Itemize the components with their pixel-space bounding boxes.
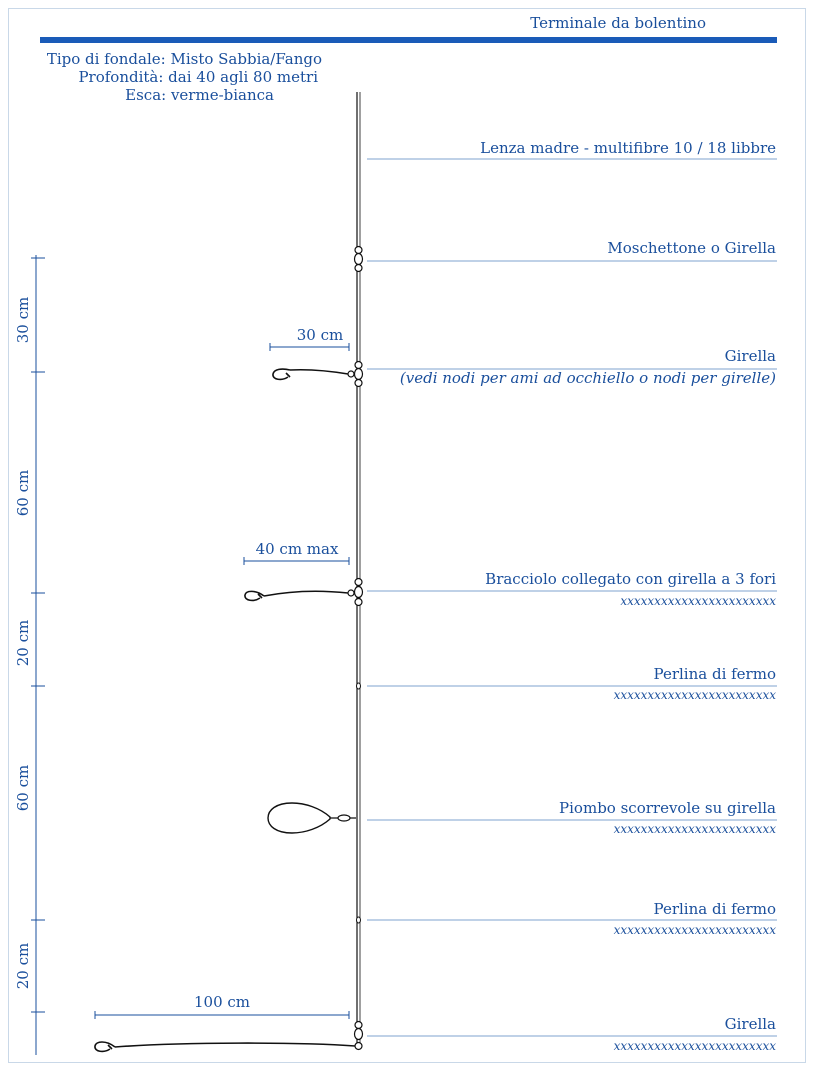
spacing-seg-4: 60 cm bbox=[14, 764, 32, 812]
depth-info: Profondità: dai 40 agli 80 metri bbox=[78, 68, 318, 86]
diagram-title: Terminale da bolentino bbox=[530, 14, 706, 32]
branch-3way-label: Bracciolo collegato con girella a 3 fori bbox=[485, 570, 776, 588]
swivel-top-note: (vedi nodi per ami ad occhiello o nodi per girelle) bbox=[399, 369, 776, 387]
bead-1-icon bbox=[357, 683, 361, 689]
snood-1-length: 30 cm bbox=[296, 326, 344, 344]
snood-2-dimension bbox=[244, 557, 349, 565]
bead-2-icon bbox=[357, 917, 361, 923]
spacing-seg-5: 20 cm bbox=[14, 942, 32, 990]
snood-3-dimension bbox=[95, 1011, 349, 1019]
snap-swivel-label: Moschettone o Girella bbox=[607, 239, 776, 257]
title-bar bbox=[40, 37, 777, 43]
snap-swivel-icon bbox=[355, 247, 363, 272]
spacing-seg-3: 20 cm bbox=[14, 619, 32, 667]
branch-3way-note: xxxxxxxxxxxxxxxxxxxxxxx bbox=[620, 594, 776, 608]
spacing-seg-2: 60 cm bbox=[14, 469, 32, 517]
swivel-bottom-icon bbox=[355, 1022, 363, 1050]
bead-2-label: Perlina di fermo bbox=[653, 900, 776, 918]
swivel-bottom-label: Girella bbox=[724, 1015, 776, 1033]
sinker-note: xxxxxxxxxxxxxxxxxxxxxxxx bbox=[613, 822, 776, 836]
three-way-swivel-top-icon bbox=[348, 362, 363, 387]
snood-2-line bbox=[264, 591, 348, 596]
snood-2-length: 40 cm max bbox=[255, 540, 339, 558]
sinker-label: Piombo scorrevole su girella bbox=[559, 799, 776, 817]
bait-info: Esca: verme-bianca bbox=[125, 86, 274, 104]
bead-2-note: xxxxxxxxxxxxxxxxxxxxxxxx bbox=[613, 923, 776, 937]
snood-1-line bbox=[290, 370, 348, 374]
hook-2-icon bbox=[245, 591, 264, 600]
spacing-ruler bbox=[31, 255, 45, 1055]
spacing-seg-1: 30 cm bbox=[14, 296, 32, 344]
swivel-bottom-note: xxxxxxxxxxxxxxxxxxxxxxxx bbox=[613, 1039, 776, 1053]
snood-3-line bbox=[115, 1043, 355, 1047]
bead-1-note: xxxxxxxxxxxxxxxxxxxxxxxx bbox=[613, 688, 776, 702]
sinker-icon bbox=[268, 803, 356, 833]
hook-3-icon bbox=[95, 1042, 115, 1051]
snood-3-length: 100 cm bbox=[193, 993, 251, 1011]
hook-1-icon bbox=[273, 369, 290, 379]
main-line-label: Lenza madre - multifibre 10 / 18 libbre bbox=[480, 139, 776, 157]
seabed-info: Tipo di fondale: Misto Sabbia/Fango bbox=[46, 50, 322, 68]
swivel-top-label: Girella bbox=[724, 347, 776, 365]
main-line bbox=[357, 92, 360, 1045]
three-way-swivel-middle-icon bbox=[348, 579, 363, 606]
bead-1-label: Perlina di fermo bbox=[653, 665, 776, 683]
snood-1-dimension bbox=[270, 343, 349, 351]
